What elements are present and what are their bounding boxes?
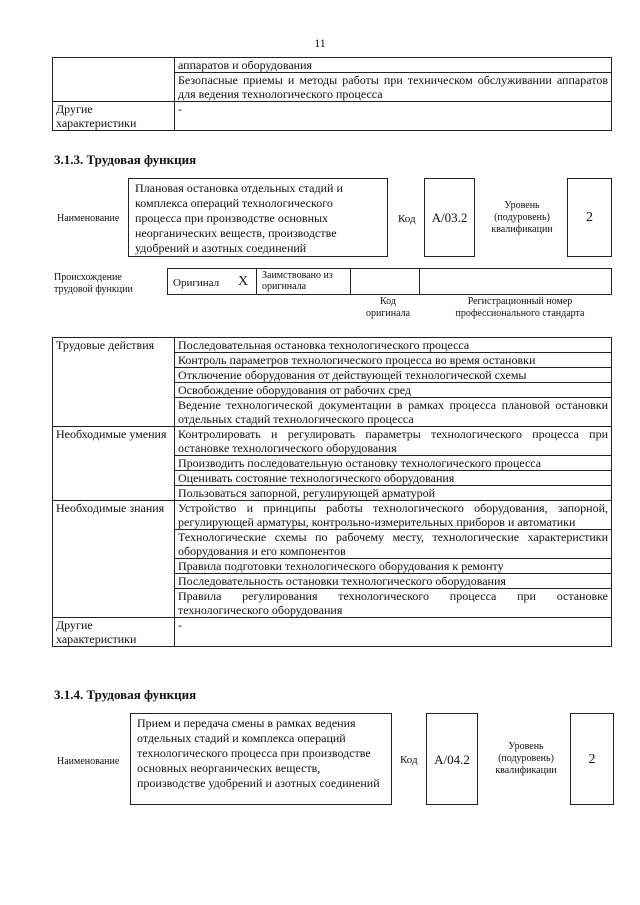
level-label: Уровень (подуровень) квалификации (495, 741, 557, 776)
reg-num-label: Регистрационный номер профессионального стандарта (455, 296, 585, 319)
group-label: Необходимые умения (53, 427, 175, 501)
row-item: Контроль параметров технологического процесса во время остановки (175, 353, 612, 368)
main-table (52, 337, 612, 647)
table-row (53, 338, 612, 353)
group-label: Необходимые знания (53, 501, 175, 618)
name-label: Наименование (57, 756, 120, 767)
function-name-box: Плановая остановка отдельных стадий и комплекса операций технологического процесса при производстве основных неорганических веществ, производстве удобрений и азотных соединений (128, 178, 388, 257)
row-item: Правила регулирования технологического процесса при остановке технологического оборудования (175, 589, 612, 618)
row-item: Последовательная остановка технологического процесса (175, 338, 612, 353)
divider (419, 268, 420, 295)
table-row (53, 501, 612, 530)
row-item: Ведение технологической документации в рамках процесса плановой остановки отдельных стадий технологического процесса (175, 398, 612, 427)
divider (350, 268, 351, 295)
row-item: Пользоваться запорной, регулирующей арматурой (175, 486, 612, 501)
divider (256, 268, 257, 295)
table-row (53, 427, 612, 456)
table-row (53, 58, 612, 73)
row-item: Устройство и принципы работы технологического оборудования, запорной, регулирующей арматуры, контрольно-измерительных приборов и автоматики (175, 501, 612, 530)
row-item: Последовательность остановки технологического оборудования (175, 574, 612, 589)
level-value: 2 (588, 752, 596, 767)
group-label: Трудовые действия (53, 338, 175, 427)
table-row (53, 618, 612, 647)
row-item: Безопасные приемы и методы работы при техническом обслуживании аппаратов для ведения технологического процесса (175, 73, 612, 102)
code-value: A/04.2 (434, 752, 470, 767)
row-item: - (175, 618, 612, 647)
row-item: Правила подготовки технологического оборудования к ремонту (175, 559, 612, 574)
origin-label: Происхождение трудовой функции (54, 272, 133, 295)
table-row (53, 102, 612, 131)
row-item: Контролировать и регулировать параметры технологического процесса при остановке технологического оборудования (175, 427, 612, 456)
code-label: Код (398, 213, 416, 225)
level-label: Уровень (подуровень) квалификации (491, 200, 553, 235)
page-number: 11 (314, 36, 326, 50)
code-value: A/03.2 (431, 210, 468, 225)
top-table (52, 57, 612, 131)
origin-original-label: Оригинал (173, 277, 220, 289)
level-value: 2 (586, 210, 593, 225)
row-item: Отключение оборудования от действующей технологической схемы (175, 368, 612, 383)
row-item: Технологические схемы по рабочему месту, технологические характеристики оборудования и его компонентов (175, 530, 612, 559)
code-orig-label: Код оригинала (365, 296, 411, 319)
function-name-box: Прием и передача смены в рамках ведения отдельных стадий и комплекса операций технологического процесса при производстве основных неорганических веществ, производстве удобрений и азотных соединений (130, 713, 392, 805)
row-label (53, 58, 175, 102)
origin-mark: X (238, 274, 249, 289)
row-value: - (175, 102, 612, 131)
row-item: аппаратов и оборудования (175, 58, 612, 73)
row-item: Производить последовательную остановку технологического процесса (175, 456, 612, 471)
section-heading-314: 3.1.4. Трудовая функция (54, 687, 197, 702)
row-item: Оценивать состояние технологического оборудования (175, 471, 612, 486)
name-label: Наименование (57, 213, 120, 224)
section-heading-313: 3.1.3. Трудовая функция (54, 152, 197, 167)
group-label: Другие характеристики (53, 618, 175, 647)
code-label: Код (400, 754, 418, 766)
row-item: Освобождение оборудования от рабочих сред (175, 383, 612, 398)
origin-borrowed-label: Заимствовано из оригинала (262, 270, 333, 292)
row-label: Другие характеристики (53, 102, 175, 131)
origin-box (167, 268, 612, 295)
